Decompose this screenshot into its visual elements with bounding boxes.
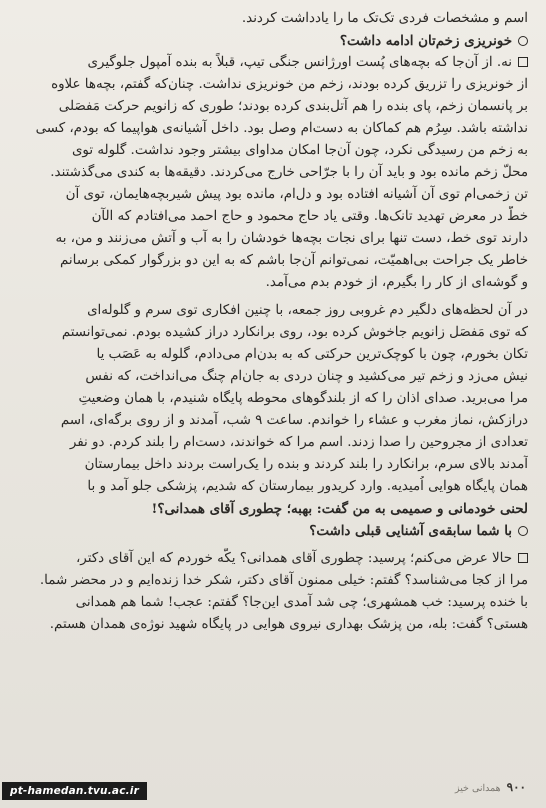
- text-line: مرا از کجا می‌شناسد؟ گفتم: خیلی ممنون آقای دکتر، شکر خدا زنده‌ایم و در محضر شما.: [39, 573, 528, 588]
- text-line: بر پانسمان زخم، پای بنده را هم آتل‌بندی کرده بودند؛ طوری که زانویم حرکت مَفصَلی: [58, 99, 528, 114]
- text-line: در آن لحظه‌های دلگیر دم غروبی روز جمعه، با چنین افکاری توی سرم و گلوله‌ای: [87, 303, 528, 318]
- text-line: درازکش، نماز مغرب و عشاء را خواندم. ساعت ۹ شب، آمدند و از روی برگه‌ای، اسم: [60, 413, 528, 428]
- square-bullet-icon: [518, 553, 528, 563]
- running-title: همدانی خیز: [454, 783, 501, 794]
- text-line: لحنی خودمانی و صمیمی به من گفت: بهبه؛ چطوری آقای همدانی؟!: [151, 501, 528, 517]
- answer-text: نه. از آن‌جا که بچه‌های پُست اورژانس جنگی تیپ، قبلاً به بنده آمپول جلوگیری: [87, 55, 512, 70]
- square-bullet-icon: [518, 57, 528, 67]
- question-line: [28, 30, 528, 52]
- text-line: و گوشه‌ای از کار را بگیرم، از خودم بدم می‌آمد.: [265, 275, 528, 290]
- text-line: خاطر یک جراحت بی‌اهمیّت، نمی‌توانم آن‌جا باشم که به این دو بزرگوار کمکی برسانم: [60, 253, 528, 268]
- text-line: نیش می‌زد و زخم تیر می‌کشید و چنان دردی به جان‌ام چنگ می‌انداخت، که نفس: [85, 369, 528, 384]
- text-line: از خونریزی را تزریق کرده بودند، زخم من خونریزی نداشت. چنان‌که گفتم، بچه‌ها علاوه: [51, 77, 528, 92]
- text-line: با خنده پرسید: خب همشهری؛ چی شد آمدی این‌جا؟ گفتم: عجب! شما هم همدانی: [75, 595, 528, 610]
- text-line: تن زخمی‌ام توی آن آشیانه افتاده بود و دل‌ام، مانده بود پیش شیربچه‌هایمان، توی آن: [65, 187, 528, 202]
- text-line: نداشته باشد. سِرُم هم کماکان به دست‌ام وصل بود. داخل آشیانه‌ی هواپیما که بودم، کسی: [35, 121, 528, 136]
- page-number-block: [455, 780, 526, 794]
- text-line: تعدادی از مجروحین را صدا زدند. اسم مرا که خواندند، دست‌ام را بلند کردم. دو نفر: [69, 435, 528, 450]
- text-line: که توی مَفصَل زانویم جاخوش کرده بود، روی برانکارد دراز کشیده بودم. نمی‌توانستم: [61, 325, 528, 340]
- circle-bullet-icon: [518, 526, 528, 536]
- question-text: با شما سابقه‌ی آشنایی قبلی داشت؟: [309, 523, 512, 539]
- text-line: محلّ زخم مانده بود و باید آن را با جرّاحی خارج می‌کردند. دقیقه‌ها به کندی می‌گذشتند.: [50, 165, 528, 180]
- text-line: دارند توی خط، دست تنها برای نجات بچه‌ها خودشان را به آب و آتش می‌زنند و من، به: [55, 231, 528, 246]
- text-line: همان پایگاه هوایی اُمیدیه. وارد کریدور بیمارستان که شدیم، پزشکی جلو آمد و با: [87, 479, 528, 494]
- question-text: خونریزی زخم‌تان ادامه داشت؟: [339, 33, 512, 49]
- answer-line: [28, 548, 528, 570]
- answer-line: [28, 52, 528, 74]
- page-number: ۹۰۰: [506, 780, 526, 794]
- watermark-badge: pt-hamedan.tvu.ac.ir: [2, 782, 147, 800]
- text-line: اسم و مشخصات فردی تک‌تک ما را یادداشت کردند.: [241, 11, 528, 26]
- text-line: هستی؟ گفت: بله، من پزشک بهداری نیروی هوایی در پایگاه شهید نوژه‌ی همدان هستم.: [49, 617, 528, 632]
- page-footer: [0, 768, 546, 808]
- page-body-text: [28, 8, 528, 636]
- text-line: تکان بخورم، چون با کوچک‌ترین حرکتی که به بدن‌ام می‌دادم، گلوله به عَصَب یا: [96, 347, 528, 362]
- text-line: مرا می‌برید. صدای اذان را که از بلندگوهای محوطه پایگاه شنیدم، با همان وضعیتِ: [78, 391, 528, 406]
- text-line: آمدند بالای سرم، برانکارد را بلند کردند و بنده را یک‌راست بردند داخل بیمارستان: [84, 457, 528, 472]
- circle-bullet-icon: [518, 36, 528, 46]
- question-line: [28, 520, 528, 542]
- text-line: به زخم من رسیدگی نکرد، چون آن‌جا امکان مداوای بیشتر وجود نداشت. گلوله توی: [71, 143, 528, 158]
- answer-text: حالا عرض می‌کنم؛ پرسید: چطوری آقای همدانی؟ یکّه خوردم که این آقای دکتر،: [75, 551, 512, 566]
- text-line: خطّ در معرض تهدید تانک‌ها. وقتی یاد حاج محمود و حاج احمد می‌افتادم که الآن: [91, 209, 528, 224]
